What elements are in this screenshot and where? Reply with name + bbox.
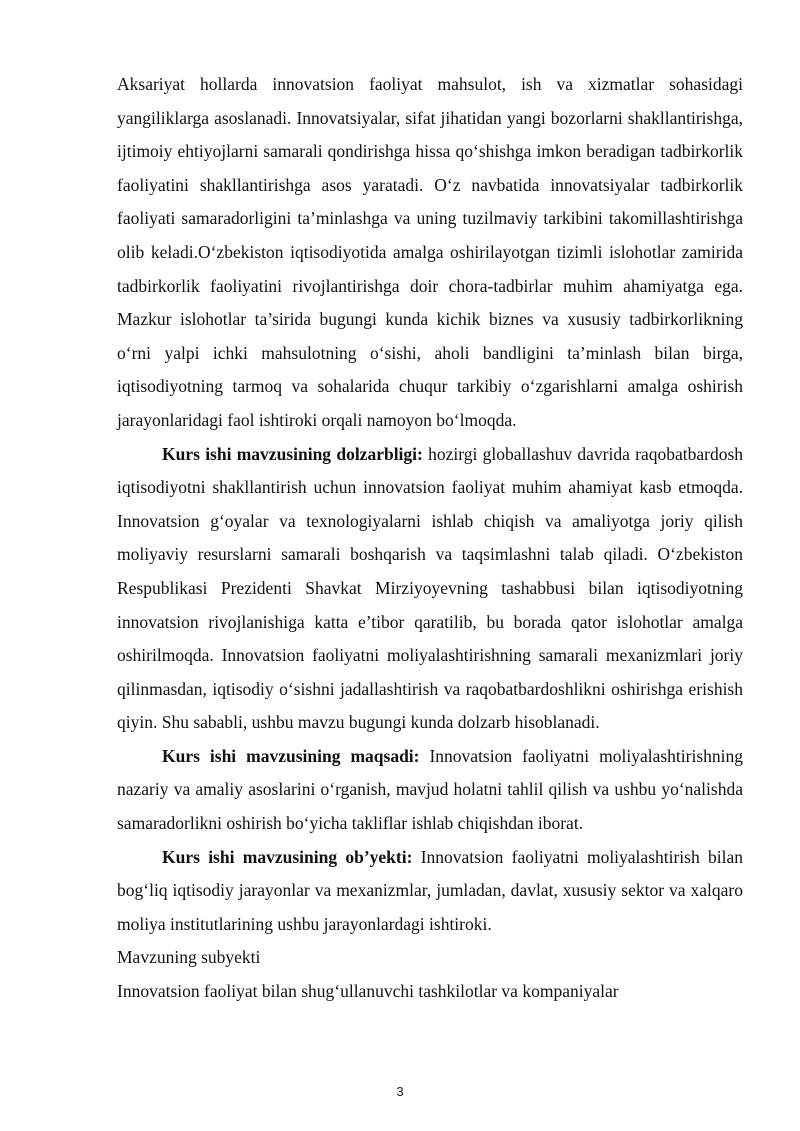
object-text: Innovatsion faoliyatni moliyalashtirish bilan bog‘liq iqtisodiy jarayonlar va mexanizmlar, jumladan, davlat, xususiy sektor va xalqaro moliya institutlarining ushbu jarayonlardagi ishtiroki.	[117, 846, 743, 934]
page-number: 3	[396, 1084, 404, 1099]
subject-text-line	[117, 975, 743, 1009]
object-heading: Kurs ishi mavzusining ob’yekti:	[162, 846, 413, 867]
goal-text: Innovatsion faoliyatni moliyalashtirishning nazariy va amaliy asoslarini o‘rganish, mavjud holatni tahlil qilish va ushbu yo‘nalishda samaradorlikni oshirish bo‘yicha takliflar ishlab chiqishdan iborat.	[117, 745, 743, 834]
relevance-paragraph	[117, 438, 743, 740]
goal-heading: Kurs ishi mavzusining maqsadi:	[162, 745, 420, 766]
intro-paragraph	[117, 68, 743, 438]
document-body	[117, 68, 743, 1009]
object-paragraph	[117, 841, 743, 942]
relevance-text: hozirgi globallashuv davrida raqobatbardosh iqtisodiyotni shakllantirish uchun innovatsion faoliyat muhim ahamiyat kasb etmoqda. Innovatsion g‘oyalar va texnologiyalarni ishlab chiqish va amaliyotga joriy qilish moliyaviy resurslarni samarali boshqarish va taqsimlashni talab qiladi. O‘zbekiston Respublikasi Prezidenti Shavkat Mirziyoyevning tashabbusi bilan iqtisodiyotning innovatsion rivojlanishiga katta e’tibor qaratilib, bu borada qator islohotlar amalga oshirilmoqda. Innovatsion faoliyatni moliyalashtirishning samarali mexanizmlari joriy qilinmasdan, iqtisodiy o‘sishni jadallashtirish va raqobatbardoshlikni oshirishga erishish qiyin. Shu sababli, ushbu mavzu bugungi kunda dolzarb hisoblanadi.	[117, 443, 744, 733]
subject-heading-line	[117, 941, 743, 975]
relevance-heading: Kurs ishi mavzusining dolzarbligi:	[162, 443, 423, 464]
intro-text: Aksariyat hollarda innovatsion faoliyat mahsulot, ish va xizmatlar sohasidagi yangiliklarga asoslanadi. Innovatsiyalar, sifat jihatidan yangi bozorlarni shakllantirishga, ijtimoiy ehtiyojlarni samarali qondirishga hissa qo‘shishga imkon beradigan tadbirkorlik faoliyatini shakllantirishga asos yaratadi. O‘z navbatida innovatsiyalar tadbirkorlik faoliyati samaradorligini ta’minlashga va uning tuzilmaviy tarkibini takomillashtirishga olib keladi.O‘zbekiston iqtisodiyotida amalga oshirilayotgan tizimli islohotlar zamirida tadbirkorlik faoliyatini rivojlantirishga doir chora-tadbirlar muhim ahamiyatga ega. Mazkur islohotlar ta’sirida bugungi kunda kichik biznes va xususiy tadbirkorlikning o‘rni yalpi ichki mahsulotning o‘sishi, aholi bandligini ta’minlash bilan birga, iqtisodiyotning tarmoq va sohalarida chuqur tarkibiy o‘zgarishlarni amalga oshirish jarayonlaridagi faol ishtiroki orqali namoyon bo‘lmoqda.	[117, 74, 743, 430]
goal-paragraph	[117, 740, 743, 841]
subject-text: Innovatsion faoliyat bilan shug‘ullanuvchi tashkilotlar va kompaniyalar	[117, 981, 619, 1002]
subject-heading: Mavzuning subyekti	[117, 947, 261, 968]
